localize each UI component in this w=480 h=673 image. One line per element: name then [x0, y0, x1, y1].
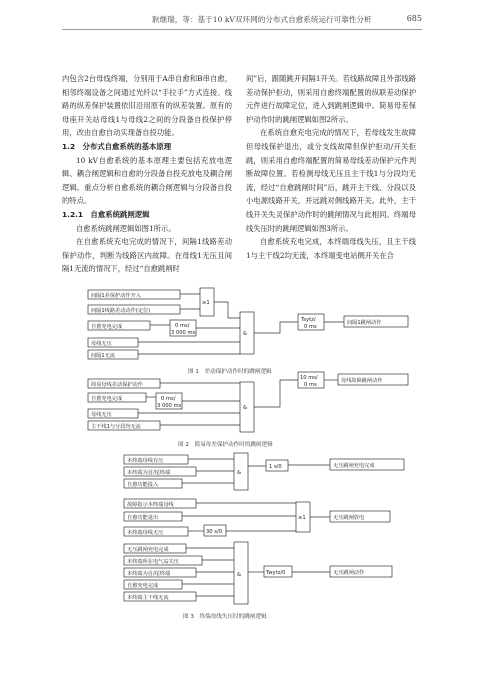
left-paragraph-1: 内包含2台母线终端，分别用于A串自愈和B串自愈，相邻终端设备之间通过光纤以“手拉手”方式连接。线路的纵差保护装置依旧沿用原有的纵差装置。原有的母座开关站母线1与母线2之间的分段备自投保护停用，改由自愈自动实现备自投功能。 [62, 74, 232, 138]
left-paragraph-4: 在自愈系统充电完成的情况下，间隔1线路差动保护动作，判断为线路区内故障。在母线1无压且间隔1无流的情况下，经过“自愈跳闸时 [62, 237, 232, 274]
fig1-and-gate-label: & [243, 331, 248, 337]
page-number: 685 [406, 14, 422, 23]
fig2-caption: 图 2 简易母差保护动作时的跳闸逻辑 [178, 442, 273, 448]
fig2-output: 母线故障跳闸动作 [341, 378, 383, 384]
fig1-input-3: 自愈充电完成 [91, 324, 123, 330]
left-paragraph-2: 10 kV自愈系统的基本原理主要包括充放电逻辑、耦合闸逻辑和自愈的分段备自投充放电及耦合闸逻辑。重点分析自愈系统的耦合闸逻辑与分段备自投的特点。 [62, 155, 232, 206]
fig3-g3-and-label: & [237, 572, 242, 578]
fig3-g1-and-label: & [237, 470, 242, 476]
fig2-input-2: 自愈充电完成 [91, 396, 123, 402]
fig1-wire [180, 294, 200, 309]
fig2-timer-line2: 3 000 ms [157, 403, 182, 409]
fig3-g2-input-2: 自愈功能退出 [127, 515, 159, 521]
fig3-g3-input-1: 无压跳闸充电完成 [127, 547, 169, 553]
fig2-timer-line1: 0 ms/ [161, 396, 176, 402]
fig2-input-4: 主干线1与分段均无流 [91, 424, 141, 430]
fig1-input-2: 间隔1线路差动动作(定位) [91, 308, 151, 314]
fig3-g2-input-3: 本终端母线无压 [127, 530, 164, 536]
right-paragraph-1: 间”后，跟随跳开间隔1开关。若线路故障且外部线路差动保护拒动，则采用自愈终端配置的纵联差动保护元件进行故障定位，进入到跳闸逻辑中。简易母差保护动作时的跳闸逻辑如图2所示。 [246, 74, 416, 124]
figure-1 [88, 288, 408, 375]
fig3-g3-input-5: 本终端主干线无流 [127, 595, 169, 601]
section-heading-1-2-1: 1.2.1 自愈系统跳闸逻辑 [62, 209, 150, 219]
fig2-timer2-line1: 10 ms/ [300, 375, 318, 381]
header-title: 耿继瑞，等：基于10 kV双环网的分布式自愈系统运行可靠性分析 [152, 15, 372, 24]
fig1-timer2-line1: Tsytz/ [301, 317, 316, 323]
fig3-g3-timer: Twytz/0 [266, 570, 286, 576]
fig2-and-gate-label: & [243, 405, 248, 411]
fig2-input-1: 简易母线差动保护动作 [91, 382, 143, 388]
fig3-caption: 图 3 终端母线失压时的跳闸逻辑 [183, 614, 267, 620]
section-heading-1-2: 1.2 分布式自愈系统的基本原理 [62, 141, 172, 151]
fig3-g1-timer: 1 s/0 [269, 464, 282, 470]
fig2-wire [254, 380, 298, 407]
fig1-timer-line2: 3 000 ms [171, 330, 196, 336]
fig3-wire [182, 503, 296, 531]
fig1-input-4: 母线无压 [91, 341, 112, 347]
fig1-timer-line1: 0 ms/ [175, 323, 190, 329]
fig1-or-gate-label: ≥1 [202, 300, 210, 306]
fig3-g1-output: 无压跳闸充电完成 [333, 463, 375, 469]
right-paragraph-3: 自愈系统充电完成，本终端母线失压，且主干线1与主干线2均无流，本终端变电站侧开关在合 [246, 237, 416, 260]
fig3-g1-input-3: 自愈功能投入 [127, 482, 159, 488]
right-paragraph-2: 在系统自愈充电完成的情况下，若母线发生故障但母线保护退出，或分支线故障但保护拒动/开关拒跳，则采用自愈终端配置的简易母线差动保护元件判断故障位置。若检测母线无压且主干线1与分段均无流，经过“自愈跳闸时间”后，跳开主干线、分段以及小电源线路开关，并远跳对侧线路开关。此外，主干线开关失灵保护动作时的跳闸情况与此相同。终端母线失压时的跳闸逻辑如图3所示。 [246, 128, 416, 233]
figure-2 [88, 372, 408, 448]
fig3-g2-or-label: ≥1 [298, 515, 306, 521]
left-paragraph-3: 自愈系统跳闸逻辑如图1所示。 [76, 223, 176, 233]
fig1-wire [254, 322, 298, 333]
fig2-wire [138, 383, 240, 425]
fig3-g3-input-2: 本终端所在电气岛失压 [127, 559, 179, 565]
fig3-g2-timer: 30 s/0 [206, 529, 223, 535]
fig3-g3-input-4: 自愈充电完成 [127, 583, 159, 589]
fig2-timer2-line2: 0 ms [304, 382, 317, 388]
fig3-g3-output: 无压跳闸动作 [333, 570, 365, 576]
figure-3 [124, 453, 404, 620]
fig3-g3-input-3: 本终端为首/尾终端 [127, 571, 171, 577]
fig2-input-3: 母线无压 [91, 412, 112, 418]
fig3-g2-input-1: 故障指示本终端母线 [127, 502, 174, 508]
fig3-g2-output: 无压跳闸放电 [333, 515, 365, 521]
fig1-caption: 图 1 差动保护动作时的跳闸逻辑 [188, 369, 272, 375]
fig1-input-1: 间隔1差保护动作开入 [91, 293, 141, 299]
fig3-g1-input-2: 本终端为首/尾终端 [127, 470, 171, 476]
fig1-timer2-line2: 0 ms [304, 324, 317, 330]
fig1-output: 间隔1跳闸动作 [347, 320, 382, 326]
fig3-g1-input-1: 本终端母线有压 [127, 458, 164, 464]
fig1-input-5: 间隔1无流 [91, 353, 116, 359]
